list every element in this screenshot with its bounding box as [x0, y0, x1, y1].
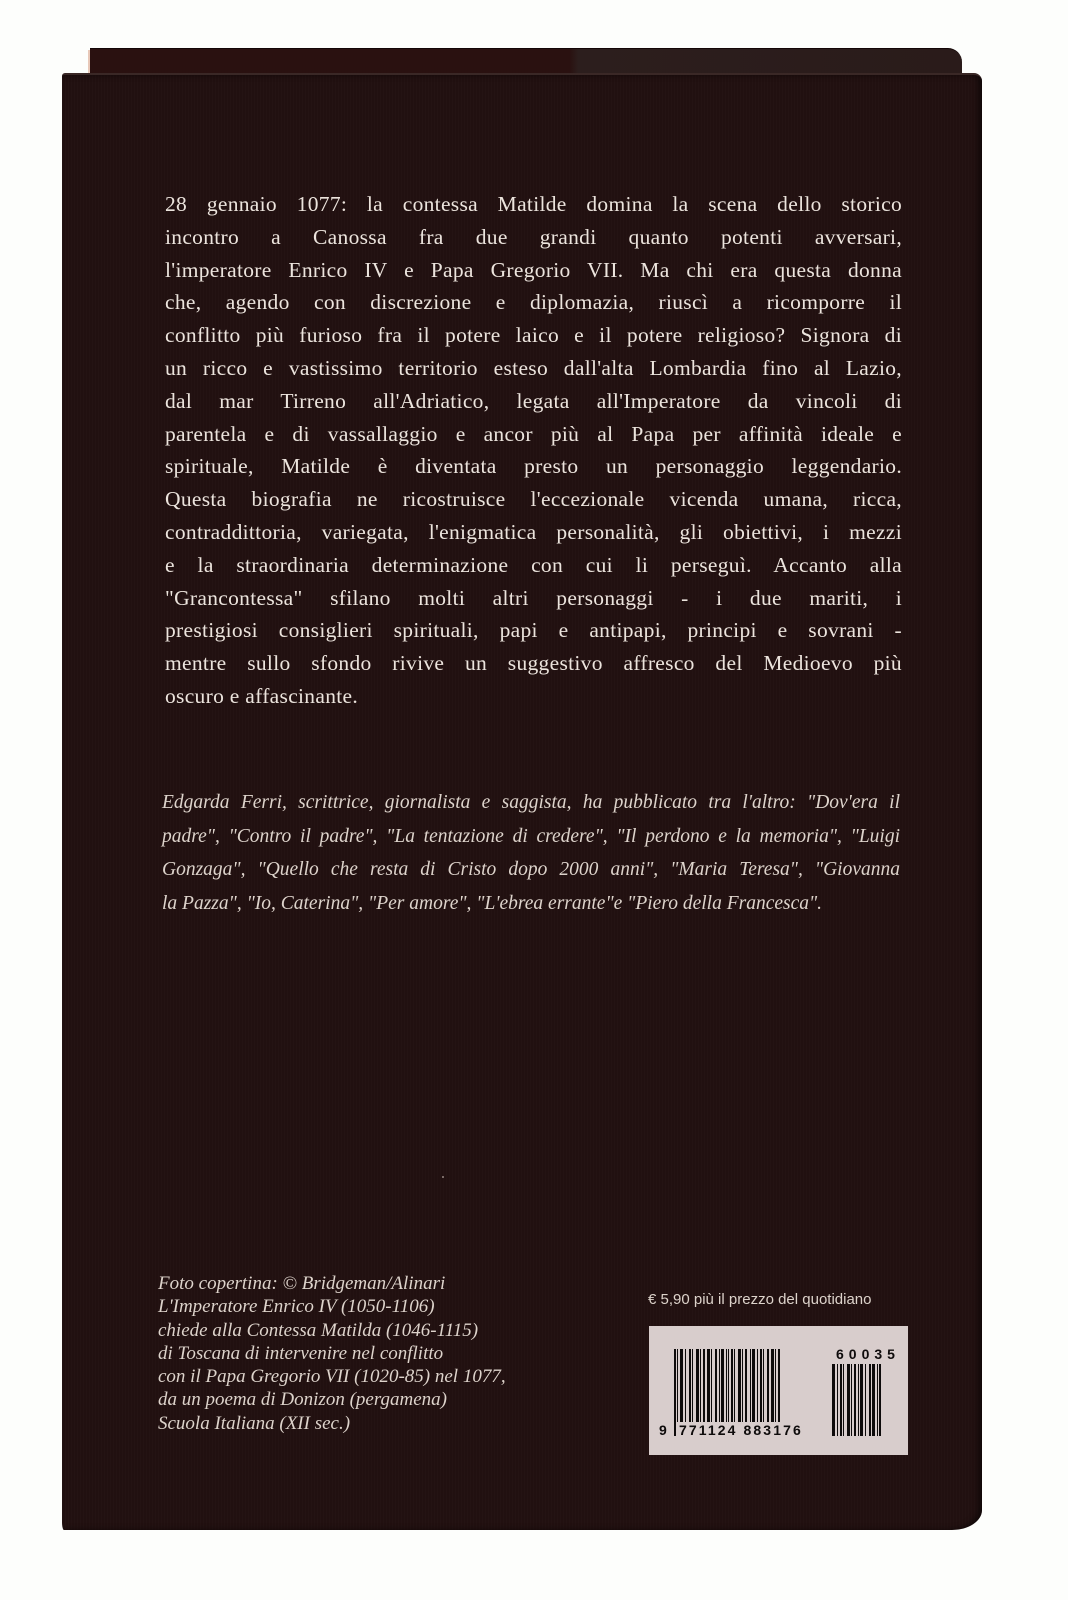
author-note — [162, 786, 900, 920]
blurb-line: "Grancontessa" sfilano molti altri personaggi - i due mariti, i — [165, 585, 902, 610]
credit-line: da un poema di Donizon (pergamena) — [158, 1389, 448, 1411]
credit-line: Foto copertina: © Bridgeman/Alinari — [158, 1273, 446, 1294]
cover-speck — [442, 1176, 444, 1178]
author-note-line: padre", "Contro il padre", "La tentazione di credere", "Il perdono e la memoria", "Luigi — [162, 825, 900, 847]
author-note-line: la Pazza", "Io, Caterina", "Per amore", "L'ebrea errante"e "Piero della Francesca". — [162, 892, 823, 914]
blurb-line: e la straordinaria determinazione con cui li perseguì. Accanto alla — [165, 552, 902, 577]
blurb-line: prestigiosi consiglieri spirituali, papi e antipapi, principi e sovrani - — [165, 618, 902, 643]
blurb-line: conflitto più furioso fra il potere laico e il potere religioso? Signora di — [165, 323, 902, 348]
barcode-addon-icon — [832, 1364, 904, 1436]
blurb-line: 28 gennaio 1077: la contessa Matilde domina la scena dello storico — [165, 192, 902, 216]
blurb-line: mentre sullo sfondo rivive un suggestivo affresco del Medioevo più — [165, 651, 902, 676]
barcode-first-digit: 9 — [659, 1422, 669, 1438]
credit-line: di Toscana di intervenire nel conflitto — [158, 1342, 444, 1364]
blurb-line: Questa biografia ne ricostruisce l'eccezionale vicenda umana, ricca, — [165, 487, 902, 512]
blurb-paragraph — [165, 188, 902, 713]
credit-line: L'Imperatore Enrico IV (1050-1106) — [158, 1296, 435, 1318]
blurb-line: l'imperatore Enrico IV e Papa Gregorio VII. Ma chi era questa donna — [165, 257, 902, 282]
book-top-spine — [90, 48, 962, 75]
author-note-line: Edgarda Ferri, scrittrice, giornalista e saggista, ha pubblicato tra l'altro: "Dov'era il — [162, 792, 900, 813]
blurb-line: incontro a Canossa fra due grandi quanto potenti avversari, — [165, 224, 902, 249]
barcode-addon-digits: 60035 — [836, 1346, 900, 1362]
blurb-line: che, agendo con discrezione e diplomazia, riuscì a ricomporre il — [165, 290, 902, 315]
credit-line: chiede alla Contessa Matilda (1046-1115) — [158, 1319, 479, 1341]
cover-credits — [158, 1272, 598, 1435]
credit-line: Scuola Italiana (XII sec.) — [158, 1412, 351, 1434]
blurb-line: dal mar Tirreno all'Adriatico, legata all'Imperatore da vincoli di — [165, 388, 902, 413]
barcode-label — [649, 1326, 908, 1455]
price-label: € 5,90 più il prezzo del quotidiano — [648, 1291, 872, 1308]
blurb-line: un ricco e vastissimo territorio esteso dall'alta Lombardia fino al Lazio, — [165, 355, 902, 380]
blurb-line: contraddittoria, variegata, l'enigmatica personalità, gli obiettivi, i mezzi — [165, 519, 902, 544]
blurb-line: oscuro e affascinante. — [165, 683, 359, 708]
author-note-line: Gonzaga", "Quello che resta di Cristo dopo 2000 anni", "Maria Teresa", "Giovanna — [162, 859, 900, 880]
blurb-line: spirituale, Matilde è diventata presto un personaggio leggendario. — [165, 454, 902, 479]
blurb-line: parentela e di vassallaggio e ancor più al Papa per affinità ideale e — [165, 421, 902, 446]
credit-line: con il Papa Gregorio VII (1020-85) nel 1077, — [158, 1366, 506, 1388]
barcode-main-digits: 771124 883176 — [679, 1422, 803, 1438]
